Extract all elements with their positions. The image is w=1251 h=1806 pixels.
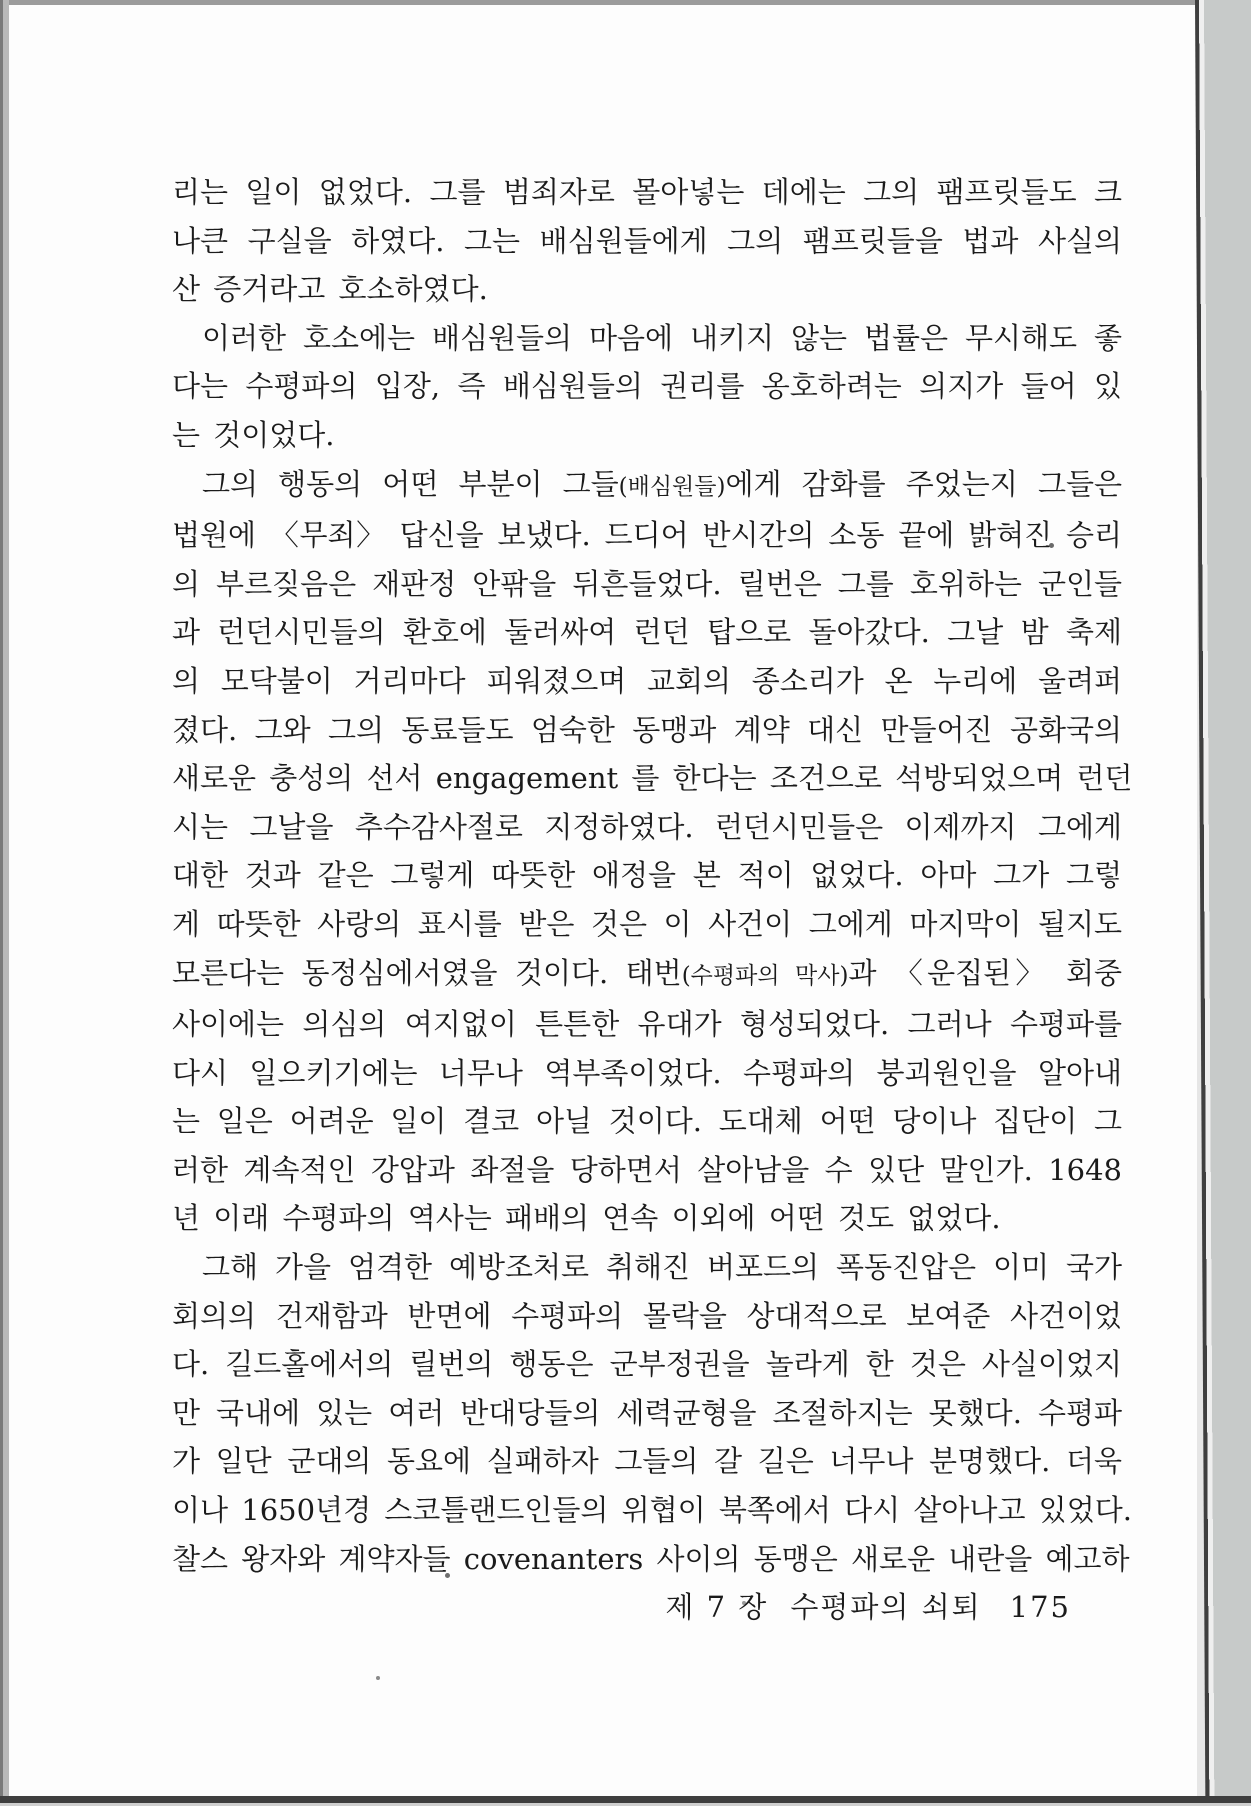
text-line: 그의 행동의 어떤 부분이 그들(배심원들)에게 감화를 주었는지 그들은 (202, 466, 1122, 501)
text-line: 그해 가을 엄격한 예방조처로 취해진 버포드의 폭동진압은 이미 국가 (202, 1250, 1122, 1285)
text-line: 회의의 건재함과 반면에 수평파의 몰락을 상대적으로 보여준 사건이었 (172, 1298, 1122, 1333)
chapter-label: 제 7 장 (665, 1590, 769, 1624)
text-line: 법원에 〈무죄〉 답신을 보냈다. 드디어 반시간의 소동 끝에 밝혀진 승리 (172, 518, 1122, 553)
text-line: 가 일단 군대의 동요에 실패하자 그들의 갈 길은 너무나 분명했다. 더욱 (172, 1444, 1122, 1479)
scan-border-bottom (0, 1796, 1251, 1803)
page-number: 175 (1009, 1590, 1071, 1624)
text-line: 새로운 충성의 선서 engagement 를 한다는 조건으로 석방되었으며 런던 (172, 761, 1133, 796)
text-line: 게 따뜻한 사랑의 표시를 받은 것은 이 사건이 그에게 마지막이 될지도 (172, 906, 1122, 941)
text-line: 찰스 왕자와 계약자들 covenanters 사이의 동맹은 새로운 내란을 예고하 (172, 1541, 1130, 1576)
text-line: 산 증거라고 호소하였다. (172, 272, 488, 307)
text-line: 다는 수평파의 입장, 즉 배심원들의 권리를 옹호하려는 의지가 들어 있 (172, 369, 1122, 404)
text-line: 리는 일이 없었다. 그를 범죄자로 몰아넣는 데에는 그의 팸프릿들도 크 (172, 175, 1122, 209)
text-line: 의 모닥불이 거리마다 피워졌으며 교회의 종소리가 온 누리에 울려퍼 (172, 663, 1122, 698)
page-footer (665, 1585, 1071, 1626)
text-line: 나큰 구실을 하였다. 그는 배심원들에게 그의 팸프릿들을 법과 사실의 (172, 223, 1122, 258)
text-line: 대한 것과 같은 그렇게 따뜻한 애정을 본 적이 없었다. 아마 그가 그렇 (172, 858, 1122, 893)
scan-border-left-inner (3, 0, 9, 1806)
text-line: 다시 일으키기에는 너무나 역부족이었다. 수평파의 붕괴원인을 알아내 (172, 1055, 1122, 1090)
text-line: 졌다. 그와 그의 동료들도 엄숙한 동맹과 계약 대신 만들어진 공화국의 (172, 712, 1122, 747)
text-line: 러한 계속적인 강압과 좌절을 당하면서 살아남을 수 있단 말인가. 1648 (172, 1152, 1122, 1187)
text-line: 는 것이었다. (172, 417, 335, 452)
scan-speck (376, 1676, 380, 1680)
text-line: 과 런던시민들의 환호에 둘러싸여 런던 탑으로 돌아갔다. 그날 밤 축제 (172, 615, 1122, 650)
parenthetical-note: (수평파의 막사) (681, 962, 849, 989)
text-line: 모른다는 동정심에서였을 것이다. 태번(수평파의 막사)과 〈운집된〉 회중 (172, 955, 1122, 990)
parenthetical-note: (배심원들) (618, 473, 726, 500)
text-line: 년 이래 수평파의 역사는 패배의 연속 이외에 어떤 것도 없었다. (172, 1201, 1001, 1236)
text-line: 사이에는 의심의 여지없이 튼튼한 유대가 형성되었다. 그러나 수평파를 (172, 1007, 1122, 1042)
body-text (172, 168, 1133, 1583)
text-line: 는 일은 어려운 일이 결코 아닐 것이다. 도대체 어떤 당이나 집단이 그 (172, 1104, 1122, 1139)
page-edge (1195, 0, 1251, 1806)
text-line: 의 부르짖음은 재판정 안팎을 뒤흔들었다. 릴번은 그를 호위하는 군인들 (172, 566, 1122, 601)
text-line: 다. 길드홀에서의 릴번의 행동은 군부정권을 놀라게 한 것은 사실이었지 (172, 1347, 1122, 1382)
chapter-title: 수평파의 쇠퇴 (790, 1590, 982, 1624)
text-line: 이러한 호소에는 배심원들의 마음에 내키지 않는 법률은 무시해도 좋 (202, 320, 1122, 355)
text-line: 만 국내에 있는 여러 반대당들의 세력균형을 조절하지는 못했다. 수평파 (172, 1395, 1122, 1430)
text-line: 시는 그날을 추수감사절로 지정하였다. 런던시민들은 이제까지 그에게 (172, 809, 1122, 844)
text-line: 이나 1650년경 스코틀랜드인들의 위협이 북쪽에서 다시 살아나고 있었다. (172, 1493, 1132, 1528)
scan-border-top (0, 0, 1251, 5)
